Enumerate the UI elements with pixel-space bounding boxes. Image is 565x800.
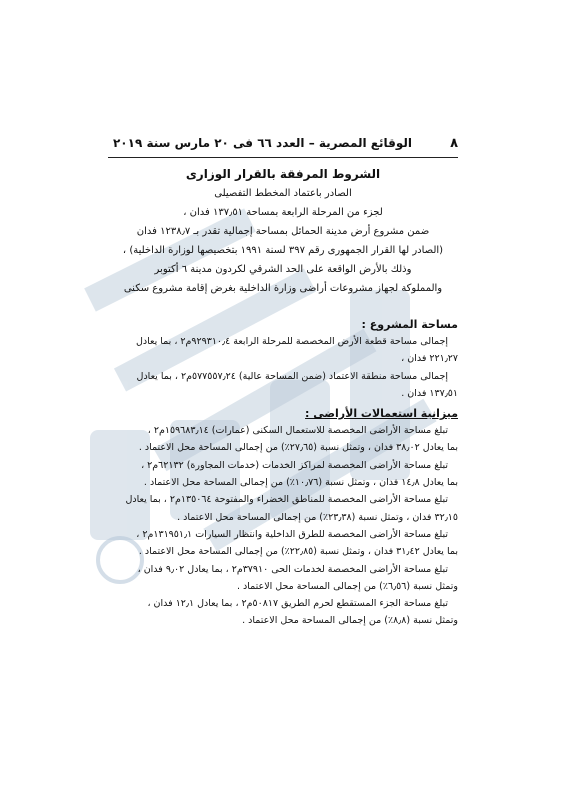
title-line: وذلك بالأرض الواقعة على الحد الشرقي لكردون مدينة ٦ أكتوبر [154, 264, 412, 275]
document-body [98, 316, 458, 630]
paragraph-line: تبلغ مساحة الأراضى المخصصة للمناطق الخضراء والمفتوحة ١٣٥٠٦٤م٢ ، بما يعادل [125, 494, 448, 506]
page-header [108, 136, 458, 156]
paragraph-line: بما يعادل ٣١٫٤٢ فدان ، وتمثل نسبة (٢٢٫٨٥٪) من إجمالى المساحة محل الاعتماد . [138, 546, 458, 558]
title-line: الصادر باعتماد المخطط التفصيلى [214, 188, 352, 199]
paragraph-line: تبلغ مساحة الأراضى المخصصة للطرق الداخلية وانتظار السيارات ١٣١٩٥١٫١م٢ ، [136, 528, 448, 540]
gazette-title: الوقائع المصرية – العدد ٦٦ فى ٢٠ مارس سنة ٢٠١٩ [112, 136, 412, 150]
paragraph-line: ٣٢٫١٥ فدان ، وتمثل نسبة (٢٣٫٣٨٪) من إجمالى المساحة محل الاعتماد . [177, 511, 458, 523]
title-line: والمملوكة لجهاز مشروعات أراضى وزارة الداخلية بغرض إقامة مشروع سكنى [123, 283, 443, 294]
section-heading-budget: ميزانية استعمالات الأراضى : [305, 407, 458, 421]
paragraph-line: تبلغ مساحة الجزء المستقطع لحرم الطريق ٥٠٨١٧م٢ ، بما يعادل ١٢٫١ فدان ، [147, 598, 448, 610]
title-line: (الصادر لها القرار الجمهورى رقم ٣٩٧ لسنة ١٩٩١ بتخصيصها لوزارة الداخلية) ، [122, 245, 444, 256]
paragraph-line: وتمثل نسبة (٨٫٨٪) من إجمالى المساحة محل الاعتماد . [242, 615, 458, 627]
paragraph-line: تبلغ مساحة الأراضى المخصصة للاستعمال السكنى (عمارات) ١٥٩٦٨٣٫١٤م٢ ، [147, 425, 448, 437]
title-line: ضمن مشروع أرض مدينة الحمائل بمساحة إجمالية تقدر بـ ١٢٣٨٫٧ فدان [136, 226, 430, 237]
paragraph-line: تبلغ مساحة الأراضى المخصصة لخدمات الحى ٣٧٩١٠م٢ ، بما يعادل ٩٫٠٢ فدان ، [137, 563, 448, 575]
paragraph-line: بما يعادل ١٤٫٨ فدان ، وتمثل نسبة (١٠٫٧٦٪) من إجمالى المساحة محل الاعتماد . [143, 477, 458, 489]
title-line: لجزء من المرحلة الرابعة بمساحة ١٣٧٫٥١ فدان ، [183, 207, 383, 218]
paragraph-line: إجمالى مساحة منطقة الاعتماد (ضمن المساحة عالية) ٥٧٧٥٥٧٫٢٤م٢ ، بما يعادل [136, 370, 448, 382]
section-heading-area: مساحة المشروع : [361, 318, 458, 331]
paragraph-line: ٢٢١٫٢٧ فدان ، [401, 353, 458, 365]
paragraph-line: تبلغ مساحة الأراضى المخصصة لمراكز الخدمات (خدمات المجاورة) ٦٢١٣٢م٢ ، [141, 459, 448, 471]
paragraph-line: إجمالى مساحة قطعة الأرض المخصصة للمرحلة الرابعة ٩٢٩٣١٠٫٤م٢ ، بما يعادل [136, 336, 448, 347]
document-title-block [108, 165, 458, 298]
header-divider [108, 157, 458, 158]
paragraph-line: بما يعادل ٣٨٫٠٢ فدان ، وتمثل نسبة (٢٧٫٦٥٪) من إجمالى المساحة محل الاعتماد . [138, 442, 458, 454]
paragraph-line: وتمثل نسبة (٦٫٥٦٪) من إجمالى المساحة محل الاعتماد . [237, 580, 458, 592]
paragraph-line: ١٣٧٫٥١ فدان . [401, 387, 458, 399]
page-number: ٨ [450, 136, 458, 151]
document-title: الشروط المرفقة بالقرار الوزارى [185, 167, 381, 181]
